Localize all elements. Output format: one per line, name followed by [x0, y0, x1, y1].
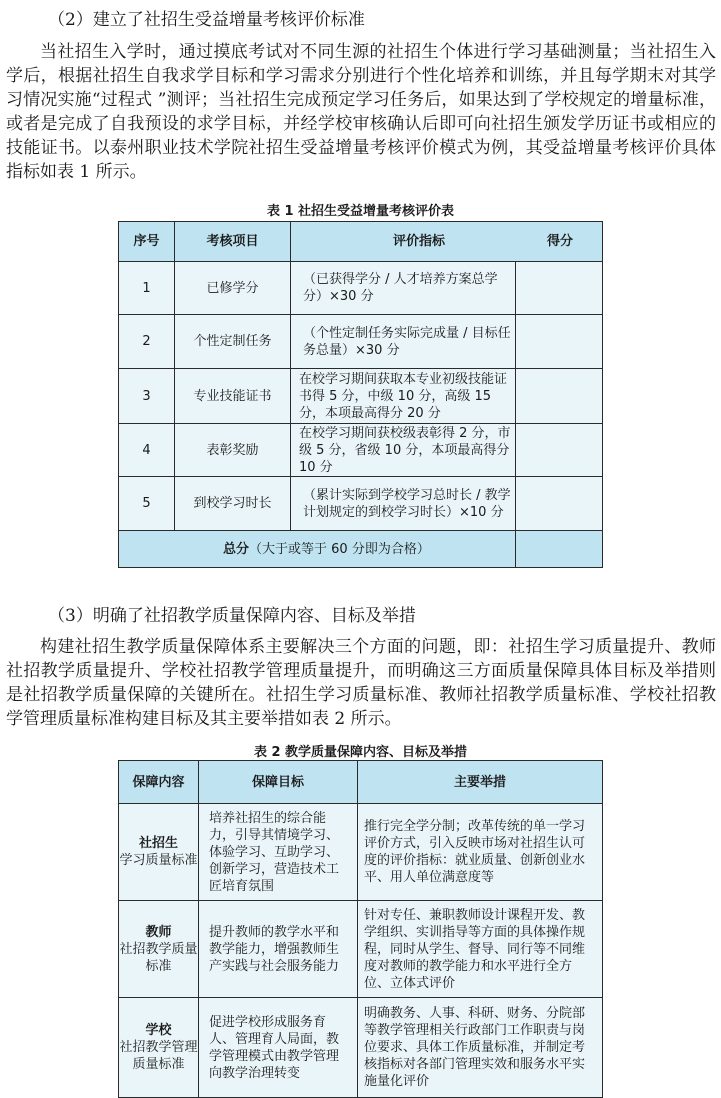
table2-content-sub: 学习质量标准 [119, 853, 198, 868]
table1-cell-no: 3 [119, 369, 175, 424]
table-row [119, 424, 603, 477]
table1-total-note: （大于或等于 60 分即为合格） [249, 541, 430, 557]
table2-header-content: 保障内容 [119, 761, 199, 804]
table2-content-sub: 社招教学质量标准 [119, 941, 198, 974]
table-row [119, 369, 603, 424]
table1-header-score: 得分 [547, 234, 574, 249]
table1-cell-score [516, 315, 603, 369]
table2 [118, 760, 603, 1098]
table-row [119, 315, 603, 369]
table1-header-row [119, 222, 603, 262]
section2-paragraph: 当社招生入学时，通过摸底考试对不同生源的社招生个体进行学习基础测量；当社招生入学后，根据社招生自我求学目标和学习需求分别进行个性化培养和训练，并且每学期末对其学习情况实施“过程式 ”测评；当社招生完成预定学习任务后，如果达到了学校规定的增量标准，或者是完成了自我预设的求学目标，并经学校审核确认后即可向社招生颁发学历证书或相应的技能证书。以泰州职业技术学院社招生受益增量考核评价模式为例，其受益增量考核评价具体指标如表 1 所示。 [6, 42, 716, 182]
table1-header-no: 序号 [119, 222, 175, 262]
section3-heading: （3）明确了社招教学质量保障内容、目标及举措 [48, 606, 416, 626]
table1-total-row [119, 531, 603, 568]
table1-total-score [516, 531, 603, 568]
table1-header-indicator-score [291, 222, 603, 262]
table2-cell-content [119, 901, 199, 998]
section2-heading: （2）建立了社招生受益增量考核评价标准 [48, 10, 365, 30]
table2-cell-measures: 明确教务、人事、科研、财务、分院部等教学管理相关行政部门工作职责与岗位要求、具体工作质量标准，并制定考核指标对各部门管理实效和服务水平实施量化评价 [358, 998, 603, 1098]
table1-total [119, 531, 516, 568]
table1-header-indicator: 评价指标 [393, 234, 446, 249]
table1-cell-indicator: （个性定制任务实际完成量 / 目标任务总量）×30 分 [291, 315, 516, 369]
table1-cell-no: 1 [119, 262, 175, 315]
table1-caption: 表 1 社招生受益增量考核评价表 [266, 204, 455, 219]
table2-cell-goal: 提升教师的教学水平和教学能力，增强教师生产实践与社会服务能力 [199, 901, 358, 998]
table1-cell-item: 表彰奖励 [175, 424, 291, 477]
table2-cell-content [119, 804, 199, 901]
table1-cell-no: 4 [119, 424, 175, 477]
table-row [119, 998, 603, 1098]
table1-total-label: 总分 [223, 541, 250, 557]
table1-cell-indicator: （已获得学分 / 人才培养方案总学分）×30 分 [291, 262, 516, 315]
table2-header-row [119, 761, 603, 804]
table1-cell-item: 到校学习时长 [175, 477, 291, 531]
table-row [119, 262, 603, 315]
table-row [119, 477, 603, 531]
table1-cell-item: 已修学分 [175, 262, 291, 315]
table2-content-sub: 社招教学管理质量标准 [119, 1040, 198, 1072]
table1-cell-indicator: （累计实际到学校学习总时长 / 教学计划规定的到校学习时长）×10 分 [291, 477, 516, 531]
table2-content-title: 社招生 [138, 836, 178, 851]
table2-cell-content [119, 998, 199, 1098]
table1-cell-item: 个性定制任务 [175, 315, 291, 369]
table1-cell-score [516, 369, 603, 424]
table1-cell-no: 5 [119, 477, 175, 531]
table1-header-item: 考核项目 [175, 222, 291, 262]
section3-paragraph: 构建社招生教学质量保障体系主要解决三个方面的问题，即：社招生学习质量提升、教师社招教学质量提升、学校社招教学管理质量提升，而明确这三方面质量保障具体目标及举措则是社招教学质量保障的关键所在。社招生学习质量标准、教师社招教学质量标准、学校社招教学管理质量标准构建目标及其主要举措如表 2 所示。 [6, 637, 716, 729]
table-row [119, 901, 603, 998]
table2-header-measures: 主要举措 [358, 761, 603, 804]
table1-cell-score [516, 262, 603, 315]
table2-cell-goal: 促进学校形成服务育人、管理育人局面，教学管理模式由教学管理向教学治理转变 [199, 998, 358, 1098]
table1-cell-score [516, 424, 603, 477]
table1-cell-score [516, 477, 603, 531]
table-row [119, 804, 603, 901]
table1-cell-no: 2 [119, 315, 175, 369]
table2-cell-measures: 针对专任、兼职教师设计课程开发、教学组织、实训指导等方面的具体操作规程，同时从学生、督导、同行等不同维度对教师的教学能力和水平进行全方位、立体式评价 [358, 901, 603, 998]
table2-cell-measures: 推行完全学分制；改革传统的单一学习评价方式，引入反映市场对社招生认可度的评价指标：就业质量、创新创业水平、用人单位满意度等 [358, 804, 603, 901]
table2-cell-goal: 培养社招生的综合能力，引导其情境学习、体验学习、互助学习、创新学习，营造技术工匠培育氛围 [199, 804, 358, 901]
table1-cell-indicator: 在校学习期间获取本专业初级技能证书得 5 分，中级 10 分，高级 15 分，本项最高得分 20 分 [291, 369, 516, 424]
table1-cell-indicator: 在校学习期间获校级表彰得 2 分，市级 5 分，省级 10 分，本项最高得分 10 分 [291, 424, 516, 477]
table2-header-goal: 保障目标 [199, 761, 358, 804]
table2-content-title: 教师 [145, 924, 172, 940]
table1 [118, 221, 603, 568]
table2-caption: 表 2 教学质量保障内容、目标及举措 [253, 745, 468, 760]
table1-cell-item: 专业技能证书 [175, 369, 291, 424]
table2-content-title: 学校 [145, 1023, 172, 1038]
